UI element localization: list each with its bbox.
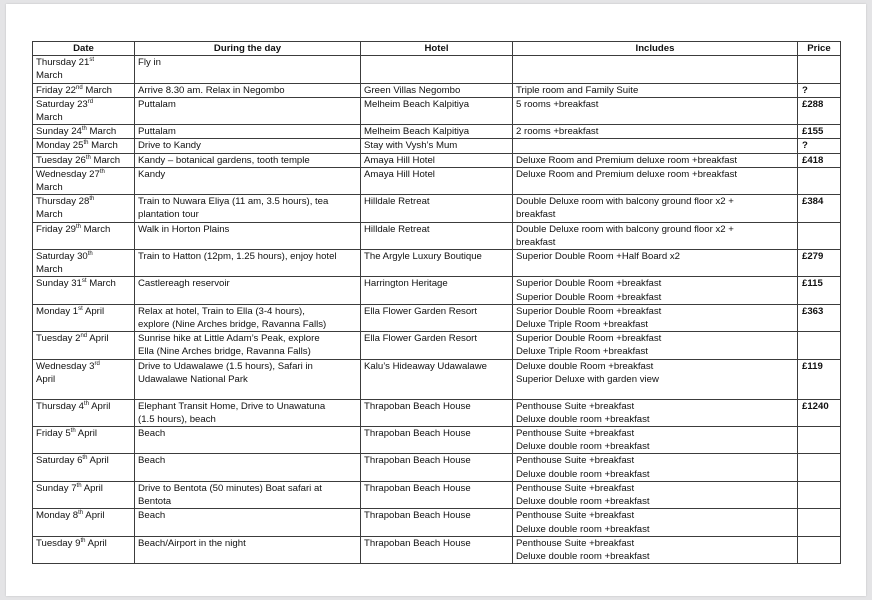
cell-hotel-line: Melheim Beach Kalpitiya bbox=[364, 126, 470, 138]
cell-includes-line: Penthouse Suite +breakfast bbox=[516, 400, 635, 412]
cell-activity-line: Udawalawe National Park bbox=[138, 373, 248, 385]
cell-activity-line: Beach bbox=[138, 455, 166, 467]
table-row bbox=[33, 509, 841, 536]
date-sup: nd bbox=[76, 84, 83, 91]
cell-includes bbox=[513, 509, 798, 536]
cell-activity-line: Drive to Kandy bbox=[138, 140, 201, 152]
table-row bbox=[33, 56, 841, 83]
table-row bbox=[33, 167, 841, 194]
cell-price: £1240 bbox=[798, 399, 841, 426]
table-row bbox=[33, 277, 841, 304]
date-tail: March bbox=[90, 154, 121, 166]
cell-includes-line: Superior Double Room +breakfast bbox=[516, 278, 662, 290]
table-row bbox=[33, 399, 841, 426]
cell-includes bbox=[513, 97, 798, 124]
cell-includes-line: Superior Double Room +Half Board x2 bbox=[516, 251, 680, 263]
date-base: Tuesday 9 bbox=[36, 537, 81, 549]
cell-includes bbox=[513, 125, 798, 139]
header-price: Price bbox=[798, 42, 841, 56]
cell-date bbox=[33, 153, 135, 167]
date-sup: th bbox=[87, 251, 93, 258]
date-second: March bbox=[36, 264, 63, 276]
cell-includes-line: Penthouse Suite +breakfast bbox=[516, 482, 635, 494]
cell-includes-line: Deluxe double room +breakfast bbox=[516, 413, 650, 425]
date-base: Saturday 30 bbox=[36, 251, 88, 263]
table-row bbox=[33, 195, 841, 222]
table-row bbox=[33, 125, 841, 139]
date-second: March bbox=[36, 112, 63, 124]
cell-date bbox=[33, 359, 135, 399]
cell-date bbox=[33, 427, 135, 454]
date-tail: March bbox=[88, 140, 118, 152]
cell-includes-line: Deluxe double Room +breakfast bbox=[516, 360, 654, 372]
table-row bbox=[33, 427, 841, 454]
cell-includes bbox=[513, 56, 798, 83]
cell-price bbox=[798, 536, 841, 563]
cell-hotel-line: Thrapoban Beach House bbox=[364, 400, 471, 412]
date-sup: th bbox=[80, 537, 86, 544]
cell-activity-line: Train to Hatton (12pm, 1.25 hours), enjoy hotel bbox=[138, 251, 337, 263]
cell-activity-line: explore (Nine Arches bridge, Ravanna Falls) bbox=[138, 319, 327, 331]
cell-hotel bbox=[361, 195, 513, 222]
date-base: Sunday 31 bbox=[36, 278, 82, 290]
date-base: Monday 8 bbox=[36, 510, 79, 522]
table-row bbox=[33, 222, 841, 249]
date-tail: April bbox=[89, 400, 111, 412]
cell-activity-line: Train to Nuwara Eliya (11 am, 3.5 hours), tea bbox=[138, 196, 329, 208]
cell-activity-line: Fly in bbox=[138, 57, 161, 69]
cell-hotel bbox=[361, 125, 513, 139]
cell-hotel bbox=[361, 359, 513, 399]
date-tail: April bbox=[87, 455, 109, 467]
cell-activity-line: Kandy – botanical gardens, tooth temple bbox=[138, 154, 310, 166]
cell-date bbox=[33, 250, 135, 277]
cell-includes bbox=[513, 359, 798, 399]
cell-price: ? bbox=[798, 83, 841, 97]
cell-price: ? bbox=[798, 139, 841, 153]
cell-hotel-line: Melheim Beach Kalpitiya bbox=[364, 98, 470, 110]
table-row bbox=[33, 139, 841, 153]
date-sup: st bbox=[89, 57, 94, 64]
cell-hotel bbox=[361, 427, 513, 454]
date-sup: st bbox=[81, 278, 87, 285]
date-sup: th bbox=[99, 168, 105, 175]
table-row bbox=[33, 332, 841, 359]
date-base: Thursday 28 bbox=[36, 196, 90, 208]
cell-activity-line: Drive to Udawalawe (1.5 hours), Safari in bbox=[138, 360, 313, 372]
cell-includes-line: Penthouse Suite +breakfast bbox=[516, 455, 635, 467]
cell-hotel bbox=[361, 167, 513, 194]
table-row bbox=[33, 536, 841, 563]
cell-price: £155 bbox=[798, 125, 841, 139]
cell-date bbox=[33, 125, 135, 139]
cell-includes-line: Deluxe double room +breakfast bbox=[516, 496, 650, 508]
cell-activity bbox=[135, 481, 361, 508]
cell-includes-line: Superior Double Room +breakfast bbox=[516, 305, 662, 317]
cell-activity bbox=[135, 222, 361, 249]
cell-hotel bbox=[361, 56, 513, 83]
cell-activity bbox=[135, 250, 361, 277]
cell-includes-line: Deluxe Room and Premium deluxe room +breakfast bbox=[516, 154, 738, 166]
cell-activity-line: plantation tour bbox=[138, 209, 199, 221]
cell-activity bbox=[135, 56, 361, 83]
cell-hotel-line: Hilldale Retreat bbox=[364, 196, 430, 208]
cell-hotel-line: Thrapoban Beach House bbox=[364, 482, 471, 494]
cell-includes bbox=[513, 304, 798, 331]
cell-activity bbox=[135, 399, 361, 426]
cell-activity-line: Elephant Transit Home, Drive to Unawatuna bbox=[138, 400, 326, 412]
cell-activity-line: Castlereagh reservoir bbox=[138, 278, 230, 290]
table-row bbox=[33, 153, 841, 167]
cell-includes-line: 2 rooms +breakfast bbox=[516, 126, 599, 138]
cell-hotel-line: Thrapoban Beach House bbox=[364, 510, 471, 522]
cell-date bbox=[33, 222, 135, 249]
header-includes: Includes bbox=[513, 42, 798, 56]
date-base: Thursday 4 bbox=[36, 400, 84, 412]
cell-includes-line: Penthouse Suite +breakfast bbox=[516, 510, 635, 522]
date-base: Tuesday 26 bbox=[36, 154, 86, 166]
date-sup: th bbox=[76, 223, 82, 230]
cell-hotel bbox=[361, 399, 513, 426]
cell-hotel bbox=[361, 222, 513, 249]
itinerary-body bbox=[33, 56, 841, 564]
cell-includes bbox=[513, 167, 798, 194]
cell-price bbox=[798, 167, 841, 194]
cell-hotel-line: Stay with Vysh’s Mum bbox=[364, 140, 458, 152]
cell-hotel bbox=[361, 481, 513, 508]
itinerary-table bbox=[32, 41, 841, 564]
cell-price: £418 bbox=[798, 153, 841, 167]
table-row bbox=[33, 97, 841, 124]
cell-hotel bbox=[361, 153, 513, 167]
date-sup: nd bbox=[80, 333, 88, 340]
header-during-the-day: During the day bbox=[135, 42, 361, 56]
cell-includes bbox=[513, 83, 798, 97]
table-row bbox=[33, 481, 841, 508]
cell-includes bbox=[513, 250, 798, 277]
cell-hotel-line: Hilldale Retreat bbox=[364, 223, 430, 235]
cell-includes-line: Double Deluxe room with balcony ground floor x2 + bbox=[516, 223, 734, 235]
cell-activity bbox=[135, 153, 361, 167]
cell-activity bbox=[135, 536, 361, 563]
cell-price: £119 bbox=[798, 359, 841, 399]
cell-includes-line: Deluxe double room +breakfast bbox=[516, 550, 650, 562]
cell-date bbox=[33, 481, 135, 508]
cell-price bbox=[798, 56, 841, 83]
date-sup: th bbox=[85, 154, 91, 161]
cell-hotel-line: Thrapoban Beach House bbox=[364, 455, 471, 467]
cell-includes-line: breakfast bbox=[516, 209, 556, 221]
cell-activity bbox=[135, 277, 361, 304]
cell-price bbox=[798, 222, 841, 249]
cell-includes-line: Deluxe Room and Premium deluxe room +breakfast bbox=[516, 168, 738, 180]
cell-activity-line: Bentota bbox=[138, 496, 172, 508]
cell-price: £288 bbox=[798, 97, 841, 124]
cell-includes bbox=[513, 195, 798, 222]
date-base: Friday 5 bbox=[36, 428, 71, 440]
cell-includes bbox=[513, 427, 798, 454]
cell-hotel-line: Thrapoban Beach House bbox=[364, 428, 471, 440]
cell-activity bbox=[135, 125, 361, 139]
date-sup: th bbox=[89, 196, 95, 203]
cell-activity-line: Puttalam bbox=[138, 126, 176, 138]
cell-includes-line: Deluxe double room +breakfast bbox=[516, 441, 650, 453]
cell-activity-line: Drive to Bentota (50 minutes) Boat safari at bbox=[138, 482, 322, 494]
date-tail: March bbox=[81, 223, 111, 235]
cell-activity bbox=[135, 195, 361, 222]
cell-hotel bbox=[361, 536, 513, 563]
cell-activity-line: Walk in Horton Plains bbox=[138, 223, 230, 235]
date-second: March bbox=[36, 182, 63, 194]
cell-hotel bbox=[361, 83, 513, 97]
cell-includes-line: Superior Deluxe with garden view bbox=[516, 373, 659, 385]
cell-activity-line: (1.5 hours), beach bbox=[138, 413, 216, 425]
cell-activity bbox=[135, 332, 361, 359]
cell-activity bbox=[135, 139, 361, 153]
date-base: Friday 29 bbox=[36, 223, 76, 235]
date-base: Saturday 6 bbox=[36, 455, 83, 467]
cell-includes bbox=[513, 536, 798, 563]
cell-hotel bbox=[361, 97, 513, 124]
cell-includes bbox=[513, 454, 798, 481]
cell-activity bbox=[135, 454, 361, 481]
cell-hotel-line: Ella Flower Garden Resort bbox=[364, 333, 478, 345]
cell-includes-line: Superior Double Room +breakfast bbox=[516, 291, 662, 303]
cell-activity-line: Ella (Nine Arches bridge, Ravanna Falls) bbox=[138, 346, 311, 358]
date-tail: April bbox=[83, 510, 105, 522]
date-tail: April bbox=[82, 305, 105, 317]
cell-hotel-line: Kalu’s Hideaway Udawalawe bbox=[364, 360, 488, 372]
cell-hotel bbox=[361, 509, 513, 536]
date-base: Wednesday 27 bbox=[36, 168, 100, 180]
cell-activity-line: Puttalam bbox=[138, 98, 176, 110]
cell-hotel-line: Harrington Heritage bbox=[364, 278, 448, 290]
cell-date bbox=[33, 536, 135, 563]
cell-date bbox=[33, 332, 135, 359]
cell-date bbox=[33, 454, 135, 481]
table-row bbox=[33, 83, 841, 97]
cell-price bbox=[798, 509, 841, 536]
cell-activity-line: Sunrise hike at Little Adam’s Peak, explore bbox=[138, 333, 320, 345]
date-tail: April bbox=[81, 482, 103, 494]
date-sup: st bbox=[78, 305, 83, 312]
cell-hotel bbox=[361, 139, 513, 153]
cell-hotel-line: Green Villas Negombo bbox=[364, 84, 461, 96]
cell-date bbox=[33, 139, 135, 153]
cell-includes-line: breakfast bbox=[516, 236, 556, 248]
date-sup: rd bbox=[94, 360, 100, 367]
date-second: April bbox=[36, 373, 56, 385]
cell-date bbox=[33, 97, 135, 124]
cell-hotel bbox=[361, 454, 513, 481]
cell-price bbox=[798, 427, 841, 454]
header-hotel: Hotel bbox=[361, 42, 513, 56]
cell-activity-line: Beach/Airport in the night bbox=[138, 537, 246, 549]
date-second: March bbox=[36, 209, 63, 221]
cell-price bbox=[798, 454, 841, 481]
cell-includes-line: Deluxe double room +breakfast bbox=[516, 468, 650, 480]
header-row bbox=[33, 42, 841, 56]
date-sup: th bbox=[76, 482, 82, 489]
date-tail: March bbox=[86, 278, 116, 290]
date-tail: April bbox=[85, 537, 107, 549]
table-row bbox=[33, 359, 841, 399]
cell-date bbox=[33, 304, 135, 331]
date-base: Sunday 7 bbox=[36, 482, 77, 494]
cell-activity bbox=[135, 359, 361, 399]
cell-activity-line: Beach bbox=[138, 510, 166, 522]
date-base: Sunday 24 bbox=[36, 126, 82, 138]
cell-hotel bbox=[361, 277, 513, 304]
cell-activity-line: Kandy bbox=[138, 168, 166, 180]
date-tail: April bbox=[75, 428, 97, 440]
cell-includes bbox=[513, 399, 798, 426]
cell-includes-line: Superior Double Room +breakfast bbox=[516, 333, 662, 345]
date-base: Wednesday 3 bbox=[36, 360, 95, 372]
cell-activity-line: Arrive 8.30 am. Relax in Negombo bbox=[138, 84, 285, 96]
cell-activity bbox=[135, 83, 361, 97]
date-sup: th bbox=[78, 510, 84, 517]
cell-date bbox=[33, 277, 135, 304]
cell-activity bbox=[135, 427, 361, 454]
date-base: Tuesday 2 bbox=[36, 333, 81, 345]
cell-price: £384 bbox=[798, 195, 841, 222]
cell-includes-line: Deluxe Triple Room +breakfast bbox=[516, 346, 648, 358]
date-base: Saturday 23 bbox=[36, 98, 88, 110]
cell-activity bbox=[135, 167, 361, 194]
date-tail: March bbox=[86, 126, 117, 138]
cell-date bbox=[33, 195, 135, 222]
date-base: Friday 22 bbox=[36, 84, 76, 96]
date-tail: March bbox=[82, 84, 113, 96]
cell-hotel bbox=[361, 250, 513, 277]
date-base: Thursday 21 bbox=[36, 57, 90, 69]
cell-hotel-line: Amaya Hill Hotel bbox=[364, 154, 435, 166]
cell-date bbox=[33, 509, 135, 536]
cell-activity-line: Beach bbox=[138, 428, 166, 440]
cell-includes bbox=[513, 153, 798, 167]
cell-date bbox=[33, 56, 135, 83]
cell-includes-line: Double Deluxe room with balcony ground floor x2 + bbox=[516, 196, 734, 208]
cell-hotel-line: Ella Flower Garden Resort bbox=[364, 305, 478, 317]
cell-includes-line: 5 rooms +breakfast bbox=[516, 98, 599, 110]
cell-activity-line: Relax at hotel, Train to Ella (3-4 hours), bbox=[138, 305, 305, 317]
cell-price bbox=[798, 481, 841, 508]
cell-hotel-line: Thrapoban Beach House bbox=[364, 537, 471, 549]
cell-includes-line: Penthouse Suite +breakfast bbox=[516, 428, 635, 440]
date-sup: th bbox=[70, 428, 76, 435]
cell-date bbox=[33, 399, 135, 426]
date-sup: rd bbox=[87, 98, 94, 105]
cell-date bbox=[33, 167, 135, 194]
date-sup: th bbox=[83, 140, 89, 147]
cell-price: £363 bbox=[798, 304, 841, 331]
date-sup: th bbox=[82, 455, 88, 462]
cell-hotel bbox=[361, 332, 513, 359]
cell-price: £279 bbox=[798, 250, 841, 277]
date-second: March bbox=[36, 70, 63, 82]
cell-includes bbox=[513, 222, 798, 249]
date-tail: April bbox=[87, 333, 109, 345]
date-sup: th bbox=[84, 400, 90, 407]
cell-includes-line: Penthouse Suite +breakfast bbox=[516, 537, 635, 549]
cell-activity bbox=[135, 304, 361, 331]
cell-activity bbox=[135, 509, 361, 536]
cell-includes bbox=[513, 277, 798, 304]
cell-includes bbox=[513, 481, 798, 508]
cell-date bbox=[33, 83, 135, 97]
table-row bbox=[33, 250, 841, 277]
cell-activity bbox=[135, 97, 361, 124]
cell-includes-line: Triple room and Family Suite bbox=[516, 84, 639, 96]
cell-price bbox=[798, 332, 841, 359]
date-sup: th bbox=[81, 126, 87, 133]
table-row bbox=[33, 454, 841, 481]
cell-includes-line: Deluxe double room +breakfast bbox=[516, 523, 650, 535]
cell-price: £115 bbox=[798, 277, 841, 304]
document-page bbox=[6, 4, 866, 596]
table-row bbox=[33, 304, 841, 331]
header-date: Date bbox=[33, 42, 135, 56]
cell-hotel-line: Amaya Hill Hotel bbox=[364, 168, 435, 180]
cell-includes bbox=[513, 332, 798, 359]
date-base: Monday 1 bbox=[36, 305, 79, 317]
cell-hotel-line: The Argyle Luxury Boutique bbox=[364, 251, 482, 263]
cell-hotel bbox=[361, 304, 513, 331]
cell-includes-line: Deluxe Triple Room +breakfast bbox=[516, 319, 648, 331]
date-base: Monday 25 bbox=[36, 140, 84, 152]
cell-includes bbox=[513, 139, 798, 153]
